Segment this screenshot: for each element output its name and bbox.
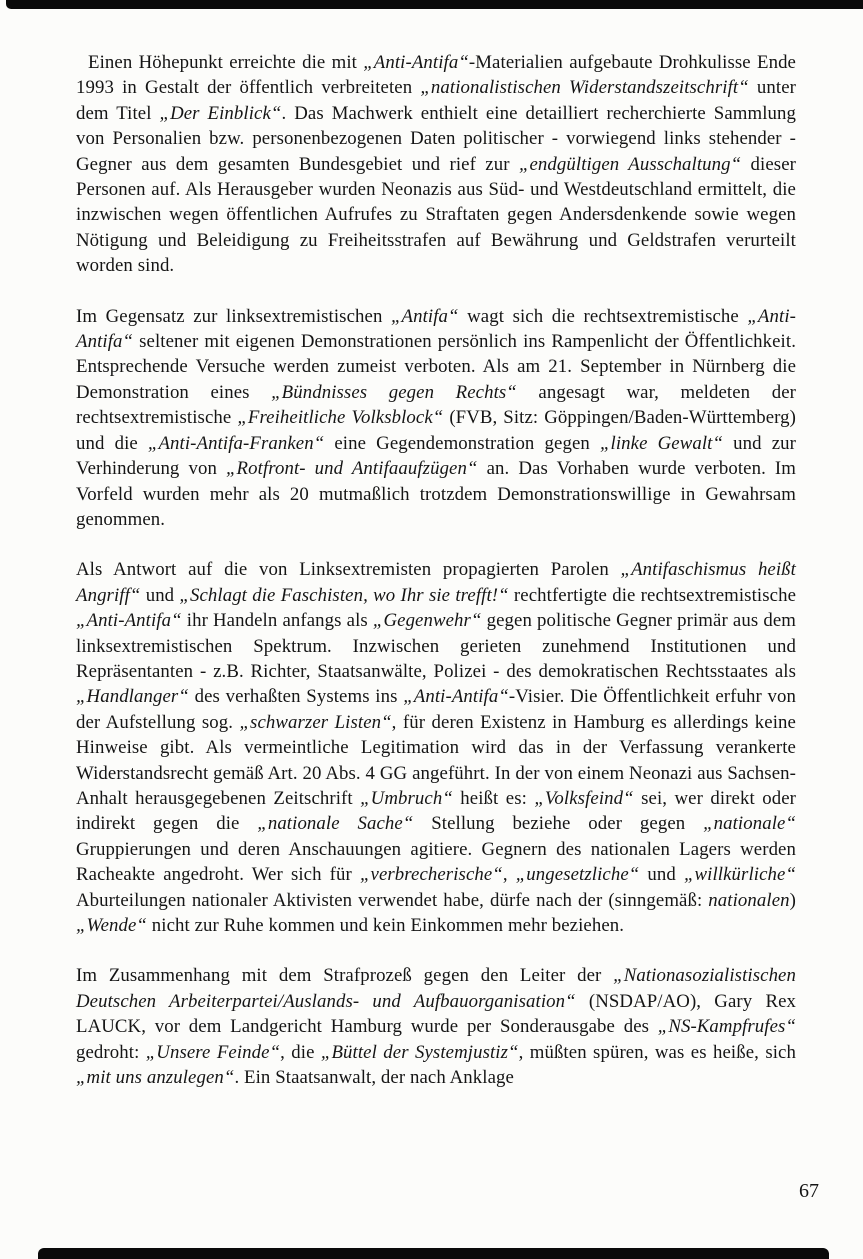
paragraph [76, 304, 796, 533]
quoted-term: nationalen [708, 889, 790, 911]
quoted-term: „linke Gewalt“ [599, 432, 724, 454]
quoted-term: „nationale Sache“ [257, 813, 414, 835]
text-run: -Visier. Die Öffentlichkeit erfuhr von der Aufstellung sog. [76, 686, 797, 733]
text-run: Im Gegensatz zur linksextremistischen [76, 305, 391, 327]
quoted-term: „nationalistischen Widerstandszeitschrift“ [420, 77, 749, 99]
quoted-term: „Freiheitliche Volksblock“ [237, 407, 444, 429]
text-run: an. Das Vorhaben wurde verboten. Im Vorfeld wurden mehr als 20 mutmaßlich trotzdem Demonstrationswillige in Gewahrsam genommen. [76, 458, 796, 530]
text-run: . Ein Staatsanwalt, der nach Anklage [234, 1067, 514, 1089]
page-number: 67 [799, 1180, 819, 1202]
quoted-term: „Anti-Antifa-Franken“ [147, 432, 325, 454]
quoted-term: „Anti-Antifa“ [363, 52, 469, 73]
text-run: wagt sich die rechtsextremistische [458, 305, 748, 327]
quoted-term: „schwarzer Listen“ [239, 711, 392, 733]
text-run: , für deren Existenz in Hamburg es allerdings keine Hinweise gibt. Als vermeintliche Legitimation wird das in der Verfassung verankerte Widerstandsrecht gemäß Art. 20 Abs. 4 GG angeführt. In der von einem Neonazi aus Sachsen-Anhalt herausgegebenen Zeitschrift [76, 711, 796, 809]
quoted-term: „Gegenwehr“ [372, 610, 482, 632]
quoted-term: „mit uns anzulegen“ [76, 1067, 235, 1089]
scan-artifact-top [6, 0, 863, 9]
quoted-term: „Unsere Feinde“ [145, 1041, 281, 1063]
quoted-term: „nationale“ [703, 813, 797, 835]
text-run: rechtfertigte die rechtsextremistische [508, 584, 797, 606]
paragraph [76, 50, 796, 279]
quoted-term: „Anti-Antifa“ [76, 610, 182, 632]
text-run: (NSDAP/AO), Gary Rex LAUCK, vor dem Landgericht Hamburg wurde per Sonderausgabe des [76, 990, 796, 1038]
text-run: nicht zur Ruhe kommen und kein Einkommen mehr beziehen. [146, 915, 625, 936]
text-run: ) [789, 889, 796, 911]
quoted-term: „Büttel der Systemjustiz“ [320, 1041, 519, 1063]
text-run: , die [280, 1041, 321, 1063]
text-run: des verhaßten Systems ins [188, 686, 404, 708]
quoted-term: „Der Einblick“ [159, 102, 282, 124]
text-run: eine Gegendemonstration gegen [324, 432, 600, 454]
quoted-term: „Umbruch“ [360, 787, 453, 809]
text-block [76, 50, 796, 1115]
scan-artifact-bottom [38, 1248, 829, 1259]
text-run: dieser Personen auf. Als Herausgeber wurden Neonazis aus Süd- und Westdeutschland ermittelt, die inzwischen wegen öffentlichen Aufrufes zu Straftaten gegen Andersdenkende sowie wegen Nötigung und Beleidigung zu Freiheitsstrafen auf Bewährung und Geldstrafen verurteilt worden sind. [76, 153, 797, 277]
text-run: Aburteilungen nationaler Aktivisten verwendet habe, dürfe nach der (sinngemäß: [76, 889, 709, 911]
text-run: gedroht: [76, 1041, 146, 1063]
text-run: Einen Höhepunkt erreichte die mit [88, 52, 364, 73]
quoted-term: „Nationasozialistischen Deutschen Arbeiterpartei/Auslands- und Aufbauorganisation“ [76, 965, 796, 1012]
quoted-term: „Wende“ [76, 915, 147, 936]
text-run: Im Zusammenhang mit dem Strafprozeß gegen den Leiter der [76, 965, 614, 987]
paragraph [76, 557, 796, 938]
text-run: Als Antwort auf die von Linksextremisten propagierten Parolen [76, 559, 621, 581]
quoted-term: „Antifaschismus heißt Angriff“ [76, 559, 796, 606]
text-run: , [502, 864, 516, 886]
paragraph [76, 963, 796, 1090]
quoted-term: „Anti-Antifa“ [403, 686, 509, 708]
text-run: sei, wer direkt oder indirekt gegen die [76, 787, 796, 835]
quoted-term: „NS-Kampfrufes“ [657, 1016, 796, 1038]
quoted-term: „verbrecherische“ [359, 864, 503, 886]
quoted-term: „Anti-Antifa“ [76, 305, 796, 353]
text-run: seltener mit eigenen Demonstrationen persönlich ins Rampenlicht der Öffentlichkeit. Entsprechende Versuche werden zumeist verboten. Als am 21. September in Nürnberg die Demonstration eines [76, 331, 796, 403]
text-run: Gruppierungen und deren Anschauungen agitiere. Gegnern des nationalen Lagers werden Racheakte angedroht. Wer sich für [76, 838, 796, 886]
text-run: . Das Machwerk enthielt eine detailliert recherchierte Sammlung von Personalien bzw. personenbezogenen Daten politischer - vorwiegend links stehender - Gegner aus dem gesamten Bundesgebiet und rief zur [76, 102, 796, 175]
text-run: -Materialien aufgebaute Drohkulisse Ende 1993 in Gestalt der öffentlich verbreiteten [76, 52, 796, 99]
quoted-term: „Bündnisses gegen Rechts“ [271, 381, 517, 403]
text-run: ihr Handeln anfangs als [181, 610, 373, 632]
quoted-term: „ungesetzliche“ [515, 864, 640, 886]
text-run: Stellung beziehe oder gegen [413, 813, 704, 835]
text-run: und zur Verhinderung von [76, 432, 796, 480]
quoted-term: „endgültigen Ausschaltung“ [518, 153, 742, 175]
text-run: angesagt war, meldeten der rechtsextremistische [76, 381, 796, 429]
text-run: unter dem Titel [76, 77, 796, 124]
quoted-term: „Antifa“ [390, 305, 459, 327]
quoted-term: „Volksfeind“ [534, 787, 634, 809]
text-run: (FVB, Sitz: Göppingen/Baden-Württemberg) und die [76, 407, 796, 454]
text-run: und [639, 864, 684, 886]
quoted-term: „Schlagt die Faschisten, wo Ihr sie trefft!“ [179, 584, 509, 606]
text-run: heißt es: [452, 787, 535, 809]
quoted-term: „willkürliche“ [683, 864, 796, 886]
quoted-term: „Handlanger“ [76, 686, 189, 708]
text-run: und [140, 584, 180, 606]
quoted-term: „Rotfront- und Antifaaufzügen“ [226, 458, 478, 480]
text-run: , müßten spüren, was es heiße, sich [518, 1041, 796, 1063]
text-run: gegen politische Gegner primär aus dem linksextremistischen Spektrum. Inzwischen gerieten zunehmend Institutionen und Repräsentanten - z.B. Richter, Staatsanwälte, Polizei - des demokratischen Rechtsstaates als [76, 610, 796, 682]
